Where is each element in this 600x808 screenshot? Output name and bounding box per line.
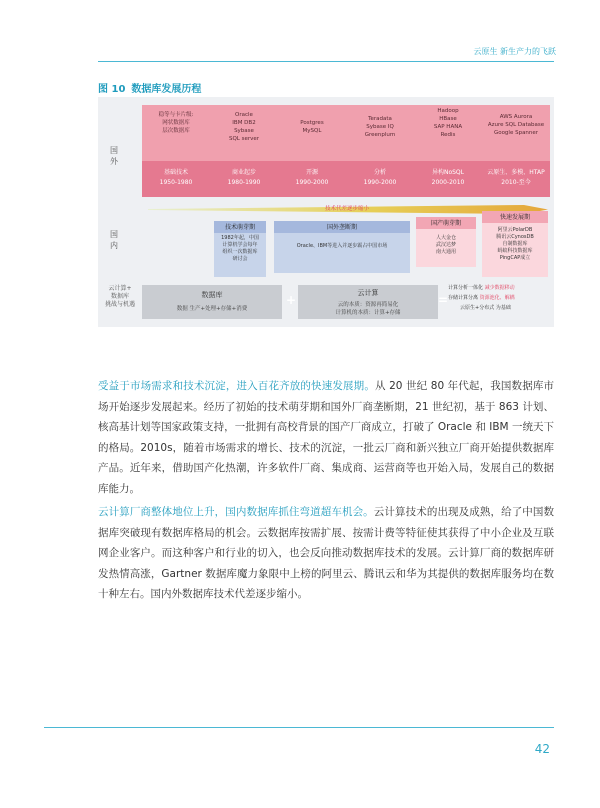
cloud-box: [298, 285, 438, 319]
paragraph-lead: 受益于市场需求和技术沉淀，进入百花齐放的快速发展期。: [98, 380, 375, 392]
database-box: [142, 285, 282, 319]
domestic-box-body: Oracle、IBM等进入并逐步霸占中国市场: [296, 243, 388, 249]
abroad-column: [142, 105, 210, 197]
database-title: 数据库: [201, 291, 223, 299]
result-line-2a: 存储计算分离: [448, 295, 479, 301]
domestic-box-local-sprout: [416, 217, 476, 267]
paragraph-body: 从 20 世纪 80 年代起，我国数据库市场开始逐步发展起来。经历了初始的技术萌芽期和国外厂商垄断期，21 世纪初，基于 863 计划、核高基计划等国家政策支持，一批拥有高校背景的国产厂商成立，打破了 Oracle 和 IBM 一统天下的格局。2010s，随着市场需求的增长、技术的沉淀，一批云厂商和新兴独立厂商开始提供数据库产品。近年来，借助国产化热潮，许多软件厂商、集成商、运营商等也开始入局，发展自己的数据库能力。: [98, 380, 555, 495]
abroad-products: AWS Aurora Azure SQL Database Google Spanner: [487, 114, 545, 136]
abroad-column: [346, 105, 414, 197]
domestic-box-title: 快速发展期: [482, 211, 548, 223]
running-header: 云原生 新生产力的飞跃: [473, 47, 556, 56]
domestic-box-monopoly: [274, 221, 410, 273]
abroad-years: 1980-1990: [227, 179, 261, 186]
abroad-products: Oracle IBM DB2 Sybase SQL server: [228, 112, 260, 142]
figure-title: 数据库发展历程: [131, 84, 202, 95]
abroad-products: Postgres MySQL: [300, 120, 324, 134]
abroad-phase: 分析: [373, 169, 386, 176]
cloud-body-2: 计算机的本质：计算+存储: [335, 310, 401, 316]
abroad-phase: 商业起步: [231, 169, 256, 176]
abroad-phase: 开源: [305, 169, 318, 176]
abroad-years: 2010-至今: [501, 179, 531, 186]
result-line-3: 云原生+分布式 为基础: [460, 305, 511, 311]
database-history-figure: [98, 97, 554, 327]
figure-caption: [98, 80, 201, 95]
paragraph-lead: 云计算厂商整体地位上升，国内数据库抓住弯道超车机会。: [98, 506, 374, 518]
domestic-box-body: 阿里云PolarDB 腾讯云CynosDB 自制数据库 蚂蚁科技数据库 PingCAP成立: [496, 227, 534, 261]
footer-divider: [44, 727, 554, 728]
abroad-column: [482, 105, 550, 197]
page-number: 42: [534, 742, 550, 756]
arrow-label: 技术代差逐步缩小: [325, 206, 370, 212]
domestic-box-rapid-growth: [482, 211, 548, 277]
cloud-body-1: 云的本质：资源再简易化: [337, 302, 399, 308]
header-divider: [98, 61, 554, 62]
domestic-box-title: 国产萌芽期: [416, 217, 476, 229]
domestic-box-title: 国外垄断期: [274, 221, 410, 233]
abroad-phase: 基础技术: [163, 169, 188, 176]
result-line-1a: 计算分析一体化: [448, 285, 484, 291]
paragraph-body: 云计算技术的出现及成熟，给了中国数据库突破现有数据库格局的机会。云数据库按需扩展、按需计费等特征使其获得了中小企业及互联网企业客户。而这种客户和行业的切入，也会反向推动数据库技术的发展。云计算厂商的数据库研发热情高涨，Gartner 数据库魔力象限中上榜的阿里云、腾讯云和华为其提供的数据库服务均在数十种左右。国内外数据库技术代差逐步缩小。: [98, 506, 555, 600]
abroad-products: 稳等与卡片级: 网状数据库 层次数据库: [158, 112, 194, 134]
domestic-box-sprout: [214, 221, 266, 277]
domestic-box-title: 技术萌芽期: [214, 221, 266, 233]
label-domestic: 国 内: [110, 230, 118, 250]
result-line-2b: 资源池化、解耦: [479, 295, 515, 301]
domestic-box-body: 人大金仓 武汉达梦 南大通用: [435, 235, 456, 255]
domestic-box-body: 1982年起，中国 计算机学会每年 组织一次数据库 研讨会: [221, 235, 259, 262]
result-line-1b: 减少数据移动: [484, 285, 515, 291]
cloud-title: 云计算: [357, 289, 379, 297]
abroad-years: 1950-1980: [159, 179, 193, 186]
equals-icon: =: [438, 293, 449, 307]
abroad-column: [278, 105, 346, 197]
abroad-phase: 异构NoSQL: [431, 169, 465, 176]
label-cloud: 云计算+ 数据库 挑战与机遇: [104, 285, 135, 308]
database-body: 数据 生产+处理+存储+消费: [176, 306, 248, 312]
abroad-column: [210, 105, 278, 197]
abroad-products: Teradata Sybase IQ Greenplum: [364, 116, 396, 138]
abroad-years: 1990-2000: [363, 179, 397, 186]
abroad-years: 2000-2010: [431, 179, 465, 186]
abroad-products: Hadoop HBase SAP HANA Redis: [433, 108, 463, 138]
plus-icon: +: [286, 293, 297, 307]
figure-number: 图 10: [98, 84, 126, 95]
abroad-phase: 云原生、多模、HTAP: [487, 169, 545, 176]
cloud-result: [448, 283, 550, 323]
abroad-years: 1990-2000: [295, 179, 329, 186]
label-abroad: 国 外: [110, 146, 118, 166]
paragraph: [98, 502, 554, 605]
paragraph: [98, 376, 554, 499]
abroad-column: [414, 105, 482, 197]
